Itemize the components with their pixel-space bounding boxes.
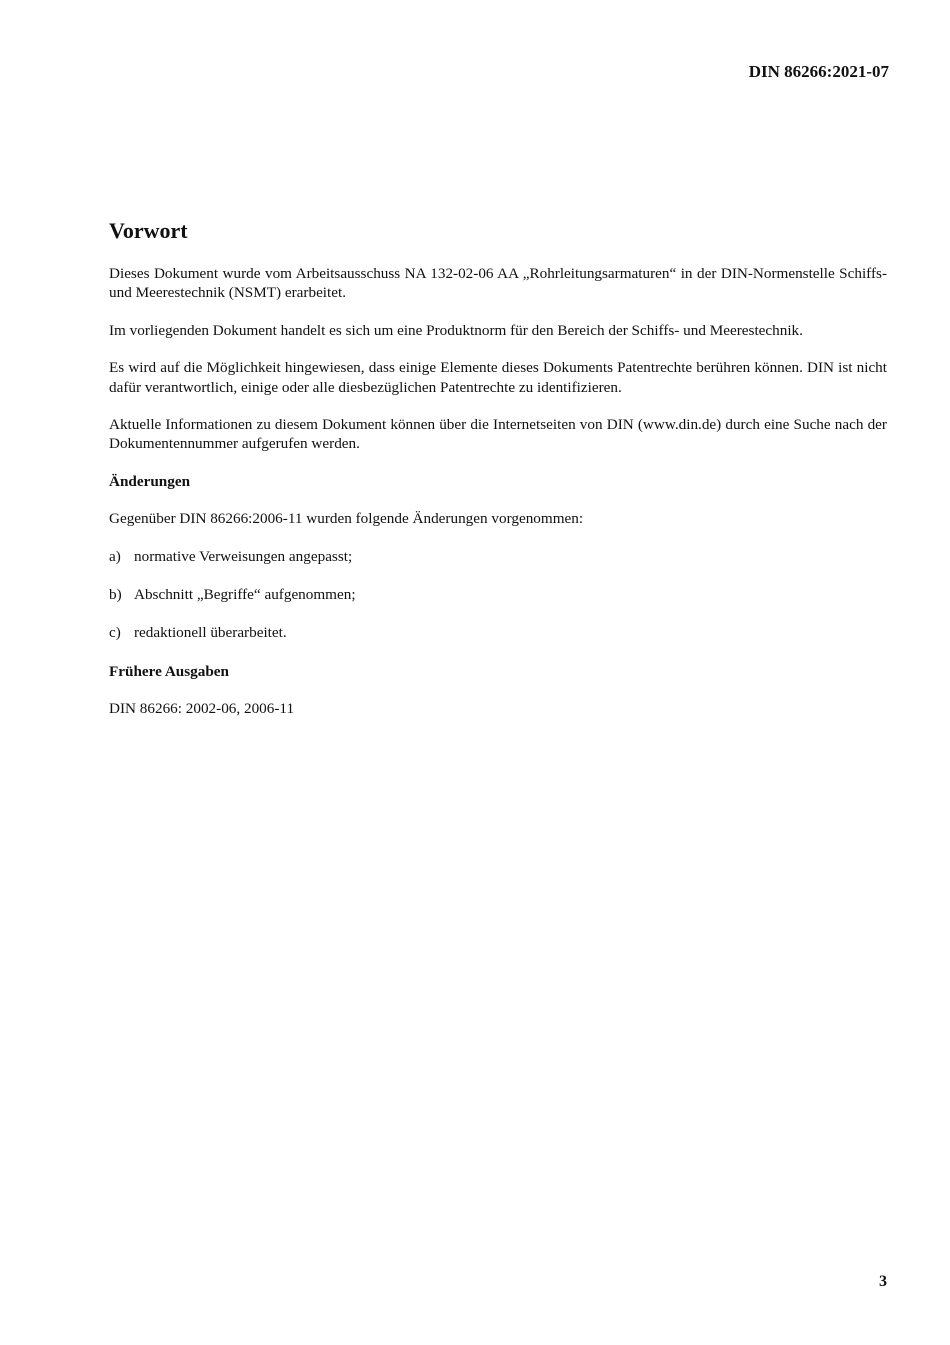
list-item — [109, 623, 887, 642]
foreword-paragraph: Dieses Dokument wurde vom Arbeitsausschuss NA 132-02-06 AA „Rohrleitungsarmaturen“ in der DIN-Normenstelle Schiffs- und Meerestechnik (NSMT) erarbeitet. — [109, 265, 887, 302]
list-item-text: normative Verweisungen angepasst; — [134, 547, 353, 565]
list-item-label: a) — [109, 547, 121, 565]
foreword-paragraph: Im vorliegenden Dokument handelt es sich um eine Produktnorm für den Bereich der Schiffs- und Meerestechnik. — [109, 321, 803, 339]
document-body — [109, 216, 887, 737]
list-item-text: redaktionell überarbeitet. — [134, 624, 287, 642]
changes-intro: Gegenüber DIN 86266:2006-11 wurden folgende Änderungen vorgenommen: — [109, 510, 584, 528]
section-title: Vorwort — [109, 218, 188, 243]
foreword-paragraph: Es wird auf die Möglichkeit hingewiesen, dass einige Elemente dieses Dokuments Patentrechte berühren können. DIN ist nicht dafür verantwortlich, einige oder alle diesbezüglichen Patentrechte zu identifizieren. — [109, 359, 887, 396]
previous-editions-text: DIN 86266: 2002-06, 2006-11 — [109, 700, 295, 718]
list-item-text: Abschnitt „Begriffe“ aufgenommen; — [134, 586, 356, 604]
page-number: 3 — [879, 1273, 887, 1290]
list-item — [109, 547, 887, 566]
list-item-label: c) — [109, 624, 121, 642]
document-id: DIN 86266:2021-07 — [748, 62, 889, 81]
previous-editions-heading: Frühere Ausgaben — [109, 662, 229, 680]
foreword-paragraph: Aktuelle Informationen zu diesem Dokument können über die Internetseiten von DIN (www.din.de) durch eine Suche nach der Dokumentennummer aufgerufen werden. — [109, 416, 887, 453]
list-item-label: b) — [109, 586, 122, 604]
list-item — [109, 585, 887, 604]
changes-heading: Änderungen — [109, 472, 191, 490]
